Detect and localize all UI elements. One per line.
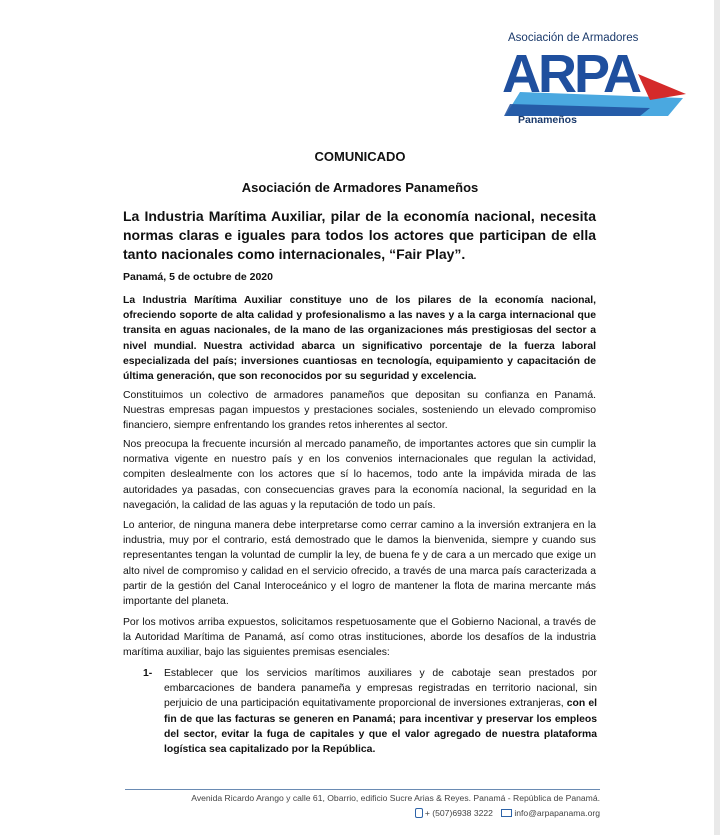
footer-divider	[125, 789, 600, 790]
logo-flag	[638, 74, 686, 100]
paragraph-4: Lo anterior, de ninguna manera debe interpretarse como cerrar camino a la inversión extranjera en la industria, muy por el contrario, está demostrado que le damos la bienvenida, siempre y cuando sus representantes tengan la voluntad de cumplir la ley, de buena fe y de cara a un mercado que exige un alto nivel de compromiso y calidad en el servicio ofrecido, a través de una marca país caracterizada a partir de la gestión del Canal Interoceánico y el logro de mantener la flota de marina mercante más importante del planeta.	[123, 520, 596, 608]
paragraph-3: Nos preocupa la frecuente incursión al mercado panameño, de importantes actores que sin cumplir la normativa vigente en nuestro país y en los convenios internacionales que regulan la actividad, compiten deslealmente con los actores que sí lo hacemos, todo ante la impávida mirada de las autoridades ya pasadas, con consecuencias graves para la economía nacional, la seguridad en la navegación, la calidad de las aguas y la reputación de todo un país.	[123, 439, 596, 511]
list-item	[164, 666, 597, 757]
paragraph-1: La Industria Marítima Auxiliar constituye uno de los pilares de la economía nacional, ofreciendo soporte de alta calidad y profesionalismo a las naves y a la carga internacional que transita en aguas nacionales, de la mano de las organizaciones más prestigiosas del sector a nivel mundial. Nuestra actividad abarca un significativo porcentaje de la fuerza laboral especializada del país; inversiones cuantiosas en tecnología, equipamiento y capacitación de última generación, que son reconocidos por su seguridad y excelencia.	[123, 295, 596, 383]
logo-brand: ARPA	[502, 44, 640, 104]
footer-address: Avenida Ricardo Arango y calle 61, Obarrio, edificio Sucre Arias & Reyes. Panamá - República de Panamá.	[191, 793, 600, 803]
paragraph-5: Por los motivos arriba expuestos, solicitamos respetuosamente que el Gobierno Nacional, a través de la Autoridad Marítima de Panamá, así como otras instituciones, aborde los desafíos de la industria marítima auxiliar, bajo las siguientes premisas esenciales:	[123, 617, 596, 659]
footer-contact	[409, 808, 600, 818]
logo-bottom-text: Panameños	[518, 114, 577, 126]
email-icon	[501, 809, 512, 817]
list-item-text-bold: con el fin de que las facturas se generen en Panamá; para incentivar y preservar los empleos del sector, evitar la fuga de capitales y que el valor agregado de nuestra plataforma logística sea capitalizado por la República.	[164, 698, 598, 756]
list-item-number: 1-	[143, 668, 153, 679]
logo-top-text: Asociación de Armadores	[508, 32, 639, 44]
document-title: COMUNICADO	[314, 149, 406, 164]
footer-phone: + (507)6938 3222	[424, 808, 493, 818]
phone-icon	[415, 808, 423, 818]
organization-name: Asociación de Armadores Panameños	[241, 180, 479, 195]
document-date: Panamá, 5 de octubre de 2020	[123, 271, 273, 283]
logo-mark	[500, 44, 688, 116]
headline: La Industria Marítima Auxiliar, pilar de la economía nacional, necesita normas claras e iguales para todos los actores que participan de ella tanto nacionales como internacionales, “Fair Play”.	[123, 208, 596, 262]
arpa-logo	[500, 26, 688, 136]
page-edge	[714, 0, 720, 835]
footer-email: info@arpapanama.org	[514, 808, 600, 818]
paragraph-2: Constituimos un colectivo de armadores panameños que depositan su confianza en Panamá. Nuestras empresas pagan impuestos y prestaciones sociales, sosteniendo un elevado compromiso financiero, siempre enfrentando los grandes retos inherentes al sector.	[123, 390, 596, 432]
list-item-text: Establecer que los servicios marítimos auxiliares y de cabotaje sean prestados por embarcaciones de bandera panameña y empresas registradas en territorio nacional, sin perjuicio de una participación equitativamente proporcional de inversiones extranjeras,	[164, 668, 597, 710]
